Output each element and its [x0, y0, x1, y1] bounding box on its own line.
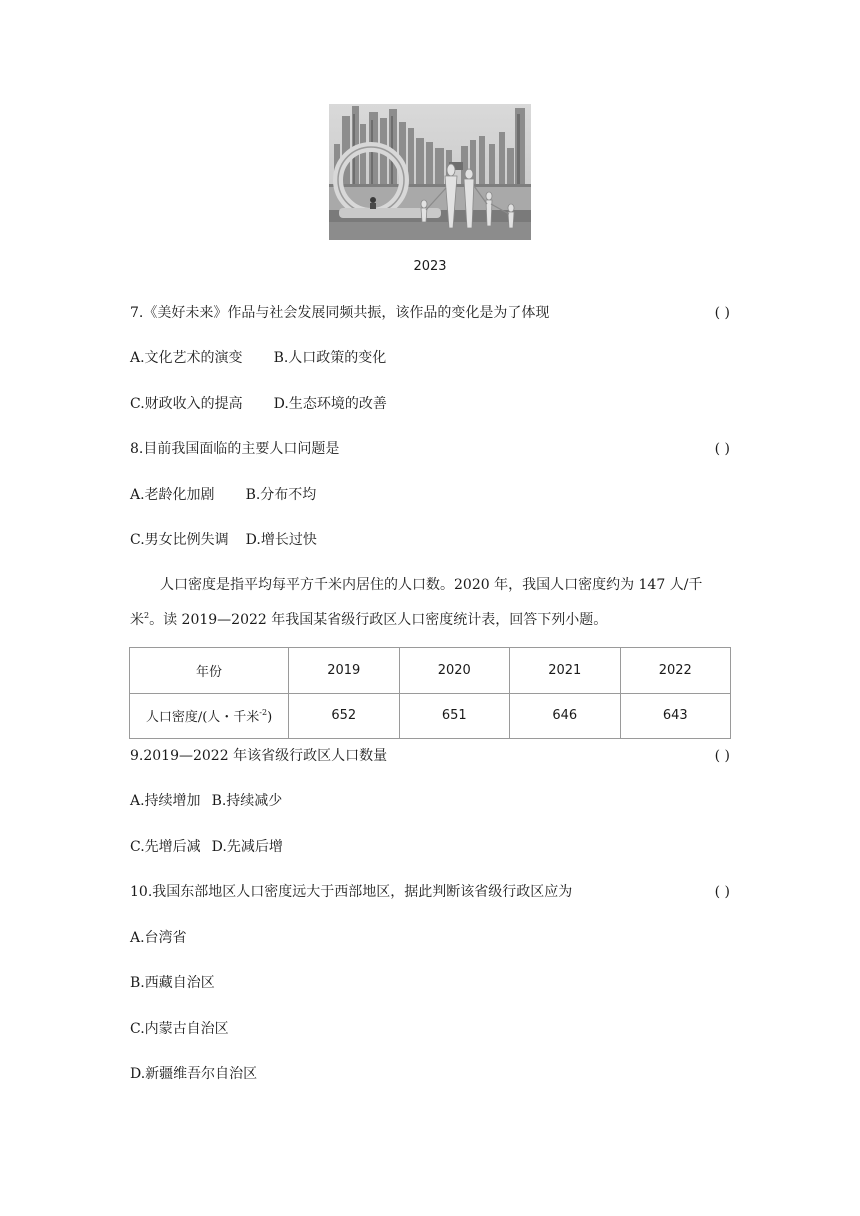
question-9-options-row-1 — [130, 790, 730, 812]
table-cell: 651 — [399, 693, 510, 739]
option-c: C.男女比例失调 — [130, 532, 229, 548]
question-10-stem: 10.我国东部地区人口密度远大于西部地区，据此判断该省级行政区应为 ( ) — [130, 881, 730, 903]
option-b: B.人口政策的变化 — [273, 350, 387, 366]
option-b: B.持续减少 — [211, 793, 283, 809]
option-a: A.持续增加 — [130, 793, 201, 809]
table-row — [130, 693, 731, 739]
table-header-year: 2022 — [620, 648, 731, 694]
option-c: C.财政收入的提高 — [130, 396, 243, 412]
table-cell: 646 — [510, 693, 621, 739]
question-9-stem: 9.2019—2022 年该省级行政区人口数量 ( ) — [130, 745, 730, 767]
table-header-year-label: 年份 — [130, 648, 289, 694]
table-cell: 652 — [289, 693, 400, 739]
table-header-year: 2020 — [399, 648, 510, 694]
option-d: D.先减后增 — [211, 839, 283, 855]
answer-bracket: ( ) — [714, 441, 730, 457]
question-7-stem: 7.《美好未来》作品与社会发展同频共振，该作品的变化是为了体现 ( ) — [130, 302, 730, 324]
material-line-2: 米$^2$。读 2019—2022 年我国某省级行政区人口密度统计表，回答下列小题。 — [130, 611, 608, 628]
table-header-year: 2021 — [510, 648, 621, 694]
material-paragraph — [130, 574, 742, 631]
table-header-row — [130, 648, 731, 694]
option-a: A.文化艺术的演变 — [130, 350, 243, 366]
sculpture-photo — [329, 104, 531, 240]
option-c: C.先增后减 — [130, 839, 201, 855]
option-a: A.台湾省 — [130, 930, 187, 946]
option-d: D.生态环境的改善 — [273, 396, 387, 412]
answer-bracket: ( ) — [714, 305, 730, 321]
table-row-label: 人口密度/(人・千米$^{-2}$) — [130, 693, 289, 739]
question-7-options-row-1 — [130, 347, 730, 369]
answer-bracket: ( ) — [714, 884, 730, 900]
question-9-options-row-2 — [130, 836, 730, 858]
option-b: B.分布不均 — [245, 487, 317, 503]
option-a: A.老龄化加剧 — [130, 487, 215, 503]
answer-bracket: ( ) — [714, 748, 730, 764]
question-8-stem: 8.目前我国面临的主要人口问题是 ( ) — [130, 438, 730, 460]
figure-caption: 2023 — [413, 259, 447, 274]
population-density-table — [129, 647, 731, 739]
table-cell: 643 — [620, 693, 731, 739]
table-header-year: 2019 — [289, 648, 400, 694]
material-line-1: 人口密度是指平均每平方千米内居住的人口数。2020 年，我国人口密度约为 147 人/千 — [160, 577, 703, 593]
option-d: D.增长过快 — [245, 532, 317, 548]
option-d: D.新疆维吾尔自治区 — [130, 1066, 258, 1082]
option-b: B.西藏自治区 — [130, 975, 215, 991]
option-c: C.内蒙古自治区 — [130, 1021, 229, 1037]
question-7-options-row-2 — [130, 393, 730, 415]
question-8-options-row-2 — [130, 529, 730, 551]
question-8-options-row-1 — [130, 484, 730, 506]
